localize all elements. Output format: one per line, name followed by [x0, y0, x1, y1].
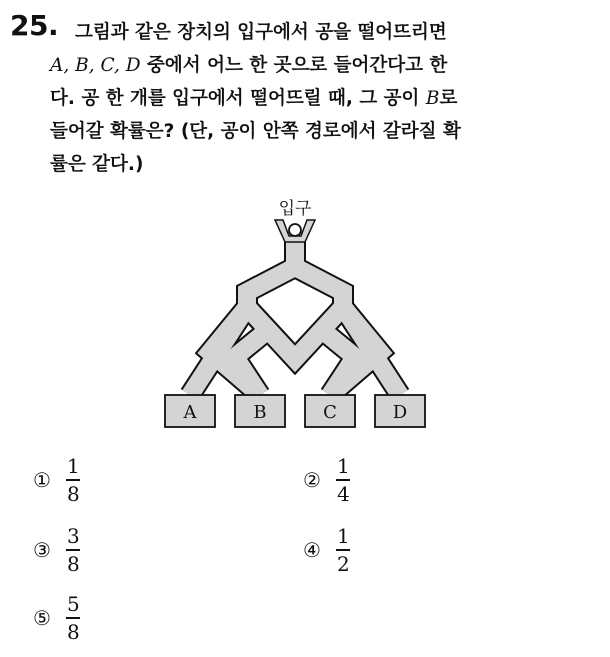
- fraction-bar: [336, 479, 350, 481]
- choice-5[interactable]: [33, 593, 82, 643]
- choice-3-numerator: 3: [66, 524, 80, 548]
- ball-icon: [289, 224, 301, 236]
- question-line-3-prefix: 다. 공 한 개를 입구에서 떨어뜨릴 때, 그 공이: [50, 88, 426, 109]
- path-channels: [190, 232, 400, 395]
- slot-d: [375, 395, 425, 427]
- choice-5-denominator: 8: [66, 619, 80, 644]
- choice-2-denominator: 4: [336, 481, 350, 506]
- choice-4-numerator: 1: [336, 524, 350, 548]
- slot-d-label: D: [392, 402, 408, 423]
- question-line-1: 그림과 같은 장치의 입구에서 공을 떨어뜨리면: [75, 22, 447, 43]
- choice-1-fraction: [65, 455, 82, 505]
- fraction-bar: [66, 549, 80, 551]
- entrance-funnel: [275, 220, 315, 242]
- slot-a-label: A: [183, 402, 197, 423]
- choice-3-denominator: 8: [66, 551, 80, 576]
- ball-path-diagram: [150, 192, 440, 437]
- question-line-4: 들어갈 확률은? (단, 공이 안쪽 경로에서 갈라질 확: [50, 121, 461, 142]
- choice-4-denominator: 2: [336, 551, 350, 576]
- choice-5-numerator: 5: [66, 592, 80, 616]
- choice-4[interactable]: [303, 525, 352, 575]
- choice-3-marker: ③: [33, 537, 51, 562]
- slot-c-label: C: [323, 402, 337, 423]
- fraction-bar: [66, 617, 80, 619]
- choice-1-numerator: 1: [66, 454, 80, 478]
- question-line-3-suffix: 로: [439, 88, 458, 109]
- choice-2-numerator: 1: [336, 454, 350, 478]
- variable-b: B: [425, 88, 440, 109]
- choice-4-fraction: [335, 525, 352, 575]
- choice-2-fraction: [335, 455, 352, 505]
- question-line-2: [50, 49, 590, 82]
- slot-c: [305, 395, 355, 427]
- question-text: [50, 16, 590, 181]
- choice-2-marker: ②: [303, 467, 321, 492]
- entrance-label: 입구: [278, 199, 312, 219]
- choice-2[interactable]: [303, 455, 352, 505]
- choice-4-marker: ④: [303, 537, 321, 562]
- slot-b: [235, 395, 285, 427]
- choice-3[interactable]: [33, 525, 82, 575]
- choice-1-denominator: 8: [66, 481, 80, 506]
- slot-a: [165, 395, 215, 427]
- choice-1-marker: ①: [33, 467, 51, 492]
- fraction-bar: [336, 549, 350, 551]
- choice-3-fraction: [65, 525, 82, 575]
- variables-abcd: A, B, C, D: [50, 55, 141, 76]
- question-line-5: 률은 같다.): [50, 154, 144, 175]
- question-line-2-rest: 중에서 어느 한 곳으로 들어간다고 한: [140, 55, 448, 76]
- question-number: 25.: [10, 9, 59, 42]
- question-line-3: [50, 82, 590, 115]
- choice-5-marker: ⑤: [33, 605, 51, 630]
- choice-1[interactable]: [33, 455, 82, 505]
- slot-b-label: B: [253, 402, 267, 423]
- choice-5-fraction: [65, 593, 82, 643]
- fraction-bar: [66, 479, 80, 481]
